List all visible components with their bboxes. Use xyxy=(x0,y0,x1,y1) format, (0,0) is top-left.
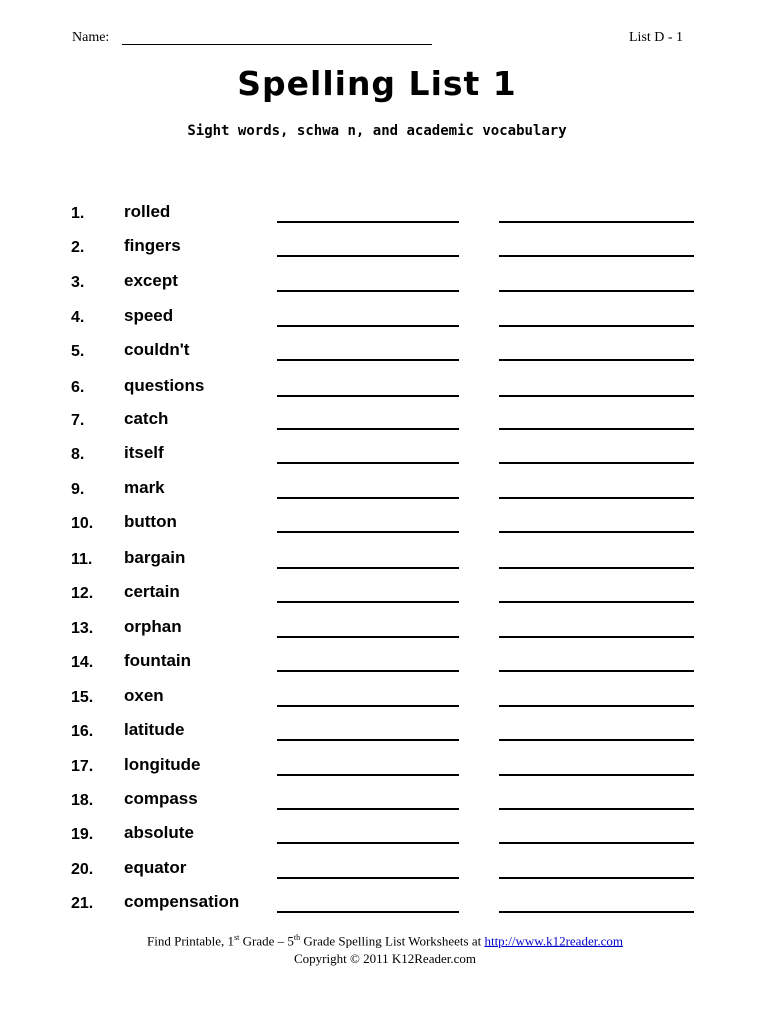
spelling-word: couldn't xyxy=(124,340,190,359)
spelling-word: compensation xyxy=(124,892,240,911)
word-row xyxy=(0,718,768,748)
footer-middle: Grade – 5 xyxy=(239,933,294,949)
word-row xyxy=(0,753,768,783)
practice-line-1 xyxy=(277,567,459,569)
word-number: 13. xyxy=(71,620,94,637)
practice-line-1 xyxy=(277,221,459,223)
spelling-word: orphan xyxy=(124,617,182,636)
spelling-word: bargain xyxy=(124,548,186,567)
practice-line-1 xyxy=(277,255,459,257)
spelling-word: oxen xyxy=(124,686,164,705)
word-row xyxy=(0,615,768,645)
practice-line-1 xyxy=(277,601,459,603)
practice-line-2 xyxy=(499,705,694,707)
word-number: 18. xyxy=(71,792,94,809)
footer-source xyxy=(0,933,768,949)
practice-line-2 xyxy=(499,636,694,638)
spelling-word: longitude xyxy=(124,755,201,774)
word-number: 16. xyxy=(71,723,94,740)
spelling-word: latitude xyxy=(124,720,185,739)
word-number: 10. xyxy=(71,515,94,532)
footer-suffix: Grade Spelling List Worksheets at xyxy=(300,933,485,949)
practice-line-2 xyxy=(499,567,694,569)
practice-line-1 xyxy=(277,428,459,430)
practice-line-1 xyxy=(277,877,459,879)
practice-line-1 xyxy=(277,739,459,741)
word-number: 14. xyxy=(71,654,94,671)
word-row xyxy=(0,684,768,714)
spelling-word: catch xyxy=(124,409,169,428)
word-number: 19. xyxy=(71,826,94,843)
word-row xyxy=(0,441,768,471)
word-number: 4. xyxy=(71,309,85,326)
word-row xyxy=(0,510,768,540)
spelling-word: equator xyxy=(124,858,187,877)
practice-line-1 xyxy=(277,842,459,844)
spelling-word: fountain xyxy=(124,651,192,670)
footer-prefix: Find Printable, 1 xyxy=(147,933,235,949)
spelling-word: compass xyxy=(124,789,198,808)
practice-line-1 xyxy=(277,325,459,327)
word-row xyxy=(0,856,768,886)
word-row xyxy=(0,890,768,920)
footer-sup-1: st xyxy=(234,933,240,942)
word-number: 21. xyxy=(71,895,94,912)
word-number: 7. xyxy=(71,412,85,429)
spelling-word: rolled xyxy=(124,202,171,221)
practice-line-2 xyxy=(499,428,694,430)
practice-line-2 xyxy=(499,842,694,844)
practice-line-2 xyxy=(499,497,694,499)
practice-line-1 xyxy=(277,636,459,638)
practice-line-1 xyxy=(277,395,459,397)
spelling-word: itself xyxy=(124,443,164,462)
practice-line-2 xyxy=(499,601,694,603)
word-row xyxy=(0,200,768,230)
footer-copyright: Copyright © 2011 K12Reader.com xyxy=(294,951,476,966)
word-row xyxy=(0,269,768,299)
word-number: 15. xyxy=(71,689,94,706)
spelling-word: mark xyxy=(124,478,165,497)
word-row xyxy=(0,546,768,576)
practice-line-1 xyxy=(277,531,459,533)
word-row xyxy=(0,304,768,334)
practice-line-1 xyxy=(277,705,459,707)
list-id: List D - 1 xyxy=(629,30,684,45)
word-number: 5. xyxy=(71,343,85,360)
practice-line-2 xyxy=(499,290,694,292)
practice-line-2 xyxy=(499,325,694,327)
page-subtitle: Sight words, schwa n, and academic vocabulary xyxy=(187,123,567,139)
practice-line-1 xyxy=(277,462,459,464)
practice-line-2 xyxy=(499,221,694,223)
name-line xyxy=(122,44,432,45)
practice-line-1 xyxy=(277,359,459,361)
practice-line-1 xyxy=(277,497,459,499)
practice-line-2 xyxy=(499,531,694,533)
word-row xyxy=(0,476,768,506)
word-number: 11. xyxy=(71,551,93,568)
spelling-word: speed xyxy=(124,306,174,325)
word-row xyxy=(0,407,768,437)
spelling-word: questions xyxy=(124,376,205,395)
word-number: 20. xyxy=(71,861,94,878)
spelling-word: except xyxy=(124,271,178,290)
spelling-word: certain xyxy=(124,582,180,601)
practice-line-1 xyxy=(277,290,459,292)
practice-line-2 xyxy=(499,774,694,776)
page-title: Spelling List 1 xyxy=(237,64,517,103)
word-number: 1. xyxy=(71,205,85,222)
spelling-word: absolute xyxy=(124,823,194,842)
practice-line-1 xyxy=(277,670,459,672)
word-number: 3. xyxy=(71,274,85,291)
practice-line-2 xyxy=(499,739,694,741)
practice-line-2 xyxy=(499,670,694,672)
word-row xyxy=(0,374,768,404)
spelling-word: button xyxy=(124,512,177,531)
word-number: 12. xyxy=(71,585,94,602)
k12reader-link[interactable]: http://www.k12reader.com xyxy=(484,933,623,949)
word-number: 2. xyxy=(71,239,85,256)
practice-line-2 xyxy=(499,255,694,257)
word-number: 6. xyxy=(71,379,85,396)
word-number: 9. xyxy=(71,481,85,498)
practice-line-2 xyxy=(499,359,694,361)
practice-line-2 xyxy=(499,911,694,913)
practice-line-2 xyxy=(499,877,694,879)
word-row xyxy=(0,338,768,368)
practice-line-1 xyxy=(277,808,459,810)
practice-line-1 xyxy=(277,774,459,776)
word-row xyxy=(0,580,768,610)
word-row xyxy=(0,649,768,679)
spelling-word: fingers xyxy=(124,236,181,255)
practice-line-1 xyxy=(277,911,459,913)
word-number: 8. xyxy=(71,446,85,463)
word-row xyxy=(0,821,768,851)
footer-sup-2: th xyxy=(293,933,301,942)
word-row xyxy=(0,787,768,817)
word-row xyxy=(0,234,768,264)
practice-line-2 xyxy=(499,808,694,810)
name-label: Name: xyxy=(72,30,110,45)
word-number: 17. xyxy=(71,758,94,775)
practice-line-2 xyxy=(499,462,694,464)
practice-line-2 xyxy=(499,395,694,397)
